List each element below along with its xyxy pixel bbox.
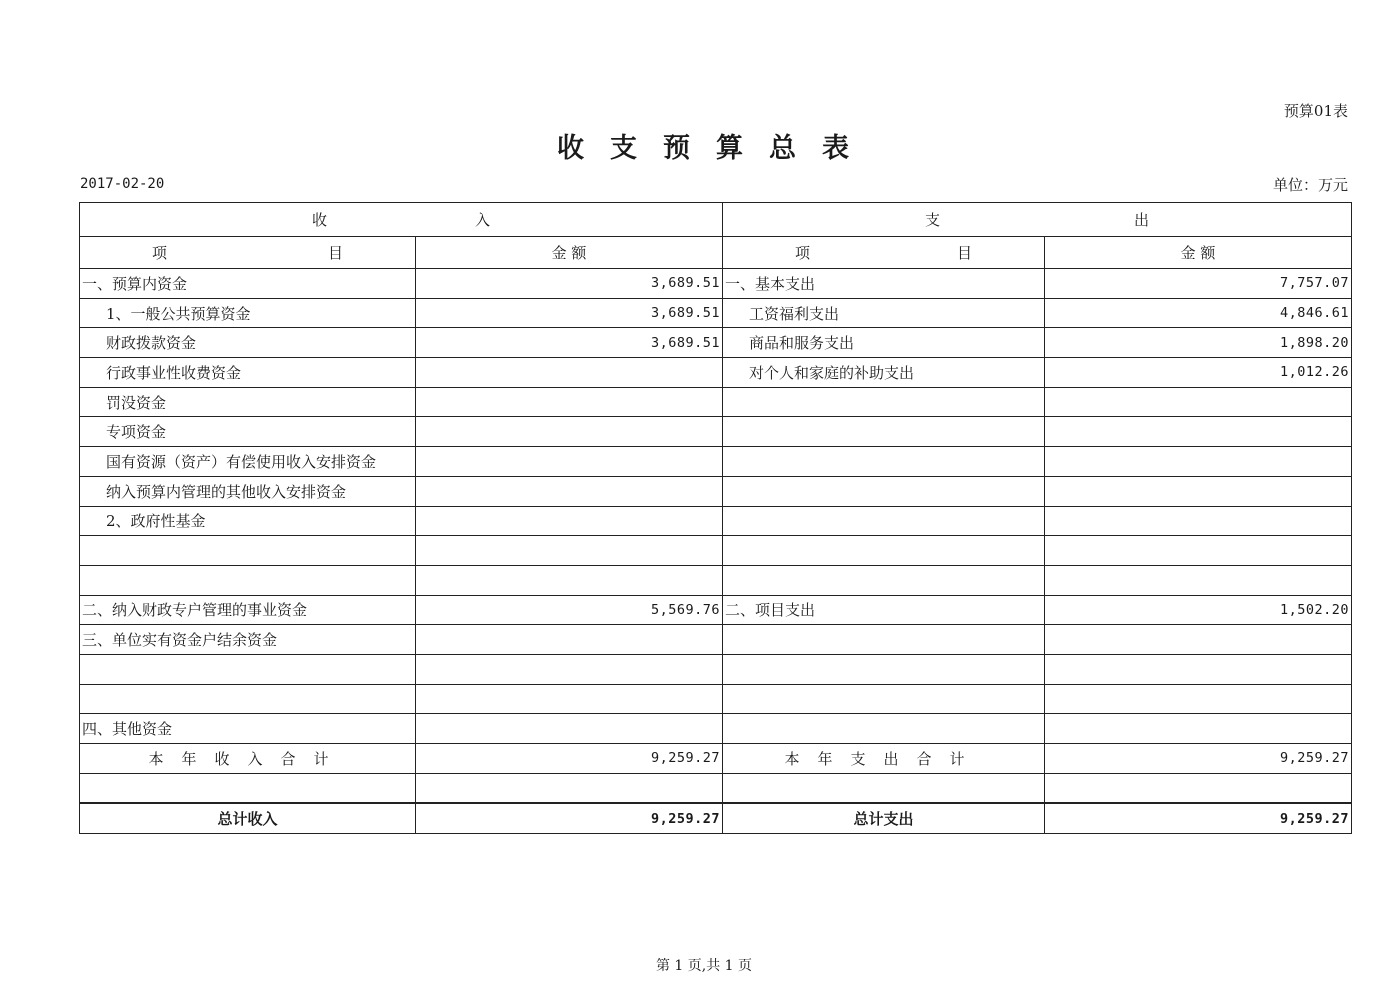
expense-amount-cell — [1045, 565, 1352, 595]
table-row — [80, 536, 1352, 566]
income-amount-cell — [416, 447, 723, 477]
income-item-cell: 三、单位实有资金户结余资金 — [80, 625, 416, 655]
income-amount-cell — [416, 417, 723, 447]
total-expense-label: 总计支出 — [723, 803, 1045, 834]
table-row — [80, 714, 1352, 744]
item-header-char-2: 目 — [327, 244, 343, 262]
income-item-cell — [80, 684, 416, 714]
table-row — [80, 387, 1352, 417]
table-row — [80, 565, 1352, 595]
income-amount-cell — [416, 625, 723, 655]
expense-amount-cell — [1045, 714, 1352, 744]
income-amount-cell: 3,689.51 — [416, 298, 723, 328]
expense-item-cell — [723, 506, 1045, 536]
income-item-cell — [80, 536, 416, 566]
income-amount-cell — [416, 565, 723, 595]
report-date: 2017-02-20 — [80, 176, 165, 192]
unit-label: 单位：万元 — [1272, 176, 1348, 194]
income-amount-cell — [416, 476, 723, 506]
income-item-cell: 四、其他资金 — [80, 714, 416, 744]
income-item-cell: 本年收入合计 — [80, 744, 416, 774]
table-row — [80, 773, 1352, 803]
income-item-cell: 纳入预算内管理的其他收入安排资金 — [80, 476, 416, 506]
income-item-cell — [80, 565, 416, 595]
expense-amount-cell: 4,846.61 — [1045, 298, 1352, 328]
expense-item-cell — [723, 684, 1045, 714]
income-item-cell — [80, 654, 416, 684]
expense-amount-cell — [1045, 476, 1352, 506]
expense-item-header — [723, 237, 1045, 269]
total-income-label: 总计收入 — [80, 803, 416, 834]
expense-amount-cell — [1045, 684, 1352, 714]
total-income-amount: 9,259.27 — [416, 803, 723, 834]
expense-item-cell — [723, 387, 1045, 417]
expense-item-cell — [723, 625, 1045, 655]
expense-item-cell: 商品和服务支出 — [723, 328, 1045, 358]
income-header-char-1: 收 — [312, 211, 328, 229]
expense-amount-cell — [1045, 625, 1352, 655]
expense-amount-header: 金 额 — [1045, 237, 1352, 269]
table-row — [80, 684, 1352, 714]
income-amount-cell: 5,569.76 — [416, 595, 723, 625]
income-amount-cell: 9,259.27 — [416, 744, 723, 774]
expense-header-char-1: 支 — [925, 211, 941, 229]
expense-item-cell: 对个人和家庭的补助支出 — [723, 358, 1045, 388]
expense-amount-cell — [1045, 536, 1352, 566]
expense-amount-cell: 7,757.07 — [1045, 269, 1352, 299]
expense-item-cell: 二、项目支出 — [723, 595, 1045, 625]
expense-amount-cell — [1045, 387, 1352, 417]
grand-total-row — [80, 803, 1352, 834]
page-footer: 第 1 页,共 1 页 — [655, 958, 753, 974]
table-row — [80, 328, 1352, 358]
table-row — [80, 654, 1352, 684]
item-header-char-1: 项 — [795, 244, 811, 262]
expense-amount-cell: 1,898.20 — [1045, 328, 1352, 358]
expense-item-cell — [723, 565, 1045, 595]
page-title: 收支预算总表 — [557, 133, 875, 164]
income-amount-cell — [416, 387, 723, 417]
expense-item-cell — [723, 447, 1045, 477]
budget-table — [79, 202, 1352, 834]
income-item-cell: 1、一般公共预算资金 — [80, 298, 416, 328]
expense-item-cell: 本年支出合计 — [723, 744, 1045, 774]
expense-amount-cell — [1045, 773, 1352, 803]
income-amount-cell — [416, 654, 723, 684]
expense-amount-cell — [1045, 654, 1352, 684]
income-amount-cell — [416, 773, 723, 803]
table-row — [80, 358, 1352, 388]
income-amount-cell: 3,689.51 — [416, 328, 723, 358]
income-item-cell: 二、纳入财政专户管理的事业资金 — [80, 595, 416, 625]
expense-item-cell — [723, 773, 1045, 803]
income-item-cell: 财政拨款资金 — [80, 328, 416, 358]
expense-amount-cell — [1045, 417, 1352, 447]
table-row — [80, 476, 1352, 506]
table-row — [80, 417, 1352, 447]
expense-section-header — [723, 203, 1352, 237]
income-item-cell: 罚没资金 — [80, 387, 416, 417]
table-row — [80, 269, 1352, 299]
table-row — [80, 744, 1352, 774]
form-code: 预算01表 — [1283, 102, 1348, 120]
total-expense-amount: 9,259.27 — [1045, 803, 1352, 834]
income-header-char-2: 入 — [474, 211, 490, 229]
expense-item-cell — [723, 714, 1045, 744]
income-amount-cell — [416, 536, 723, 566]
expense-item-cell — [723, 476, 1045, 506]
income-item-cell: 2、政府性基金 — [80, 506, 416, 536]
expense-item-cell — [723, 536, 1045, 566]
table-row — [80, 625, 1352, 655]
expense-item-cell: 一、基本支出 — [723, 269, 1045, 299]
header-row-sections — [80, 203, 1352, 237]
income-amount-cell — [416, 684, 723, 714]
expense-amount-cell: 9,259.27 — [1045, 744, 1352, 774]
table-row — [80, 595, 1352, 625]
income-amount-cell — [416, 506, 723, 536]
income-item-cell — [80, 773, 416, 803]
table-row — [80, 506, 1352, 536]
expense-amount-cell — [1045, 506, 1352, 536]
expense-item-cell — [723, 417, 1045, 447]
expense-amount-cell: 1,502.20 — [1045, 595, 1352, 625]
table-row — [80, 298, 1352, 328]
table-body — [80, 269, 1352, 804]
item-header-char-2: 目 — [956, 244, 972, 262]
income-amount-cell: 3,689.51 — [416, 269, 723, 299]
income-item-cell: 国有资源（资产）有偿使用收入安排资金 — [80, 447, 416, 477]
income-item-cell: 一、预算内资金 — [80, 269, 416, 299]
income-item-cell: 行政事业性收费资金 — [80, 358, 416, 388]
expense-header-char-2: 出 — [1133, 211, 1149, 229]
income-amount-cell — [416, 714, 723, 744]
expense-item-cell — [723, 654, 1045, 684]
income-section-header — [80, 203, 723, 237]
expense-item-cell: 工资福利支出 — [723, 298, 1045, 328]
expense-amount-cell — [1045, 447, 1352, 477]
expense-amount-cell: 1,012.26 — [1045, 358, 1352, 388]
income-amount-header: 金 额 — [416, 237, 723, 269]
income-item-cell: 专项资金 — [80, 417, 416, 447]
item-header-char-1: 项 — [152, 244, 168, 262]
table-row — [80, 447, 1352, 477]
income-item-header — [80, 237, 416, 269]
header-row-columns — [80, 237, 1352, 269]
income-amount-cell — [416, 358, 723, 388]
